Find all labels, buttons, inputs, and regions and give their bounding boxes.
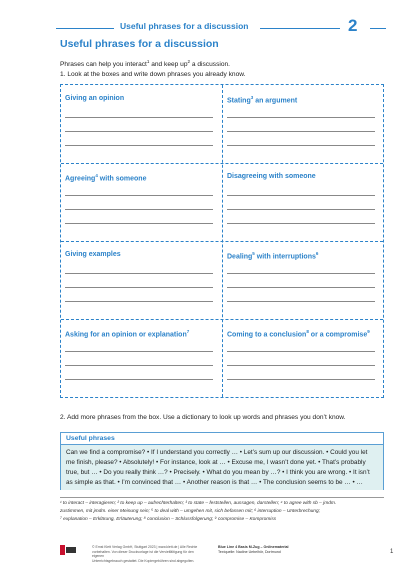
footnote-line: ¹ to interact – interagieren; ² to keep up – aufrechterhalten; ³ to state – feststellen, aussagen, darstellen; ⁴ to agree with sb – jmdm. [60,501,337,506]
box-giving-opinion [61,85,222,163]
box-title: Stating$^3$ an argument [227,95,298,105]
copyright-notice [92,545,202,563]
header-rule-left [56,28,114,29]
box-title: Agreeing$^4$ with someone [65,173,147,183]
box-agreeing [61,163,222,241]
footnote-line: ⁷ explanation – Erklärung, Erläuterung; ⁸ conclusion – Schlussfolgerung; ⁹ compromise – Kompromiss [60,517,277,522]
meta-line: Blue Line 4 Basis M-Zug – Onlinematerial [218,545,289,549]
phrase-boxes-grid [60,84,384,398]
write-line[interactable] [227,131,375,132]
header-title: Useful phrases for a discussion [120,21,249,31]
write-line[interactable] [65,365,213,366]
write-line[interactable] [65,287,213,288]
phrase-line: Can we find a compromise? • If I understand you correctly … • Let’s sum up our discussion. • Could you let [66,449,368,456]
klett-logo-icon [60,545,76,555]
write-line[interactable] [227,195,375,196]
copyright-line: © Ernst Klett Verlag GmbH, Stuttgart 2023 | www.klett.de | Alle Rechte [92,545,198,549]
page-title: Useful phrases for a discussion [60,38,219,50]
write-line[interactable] [65,273,213,274]
useful-phrases-title: Useful phrases [61,433,383,445]
phrase-line: as simple as that. • I’m convinced that … • Another reason is that … • The conclusion seems to be … • … [66,479,363,486]
box-coming-to-conclusion [223,319,384,397]
footnote-line: zustimmen, mit jmdm. einer Meinung sein; ⁵ to deal with – umgehen mit, sich befassen mit; ⁶ interruption – Unterbrechung; [60,509,320,514]
write-line[interactable] [65,301,213,302]
write-line[interactable] [65,379,213,380]
publication-meta [218,545,289,555]
top-header-bar [0,18,416,38]
box-title: Giving an opinion [65,95,125,102]
write-line[interactable] [227,351,375,352]
write-line[interactable] [227,365,375,366]
box-dealing-interruptions [223,241,384,319]
box-asking-opinion [61,319,222,397]
copyright-line: vorbehalten. Von dieser Druckvorlage ist die Vervielfältigung für den eigenen [92,549,194,559]
write-line[interactable] [227,223,375,224]
meta-line: Textquelle: Nadine Uebelhör, Dortmund [218,550,281,554]
box-disagreeing [223,163,384,241]
write-line[interactable] [65,145,213,146]
write-line[interactable] [65,195,213,196]
header-rule-middle [260,28,340,29]
useful-phrases-box [60,432,384,490]
box-title: Giving examples [65,251,121,258]
footer-page-number: 1 [390,549,394,555]
header-page-number: 2 [348,16,358,35]
write-line[interactable] [227,117,375,118]
intro-sentence: Phrases can help you interact$^1$ and keep $up^2$ a discussion. [60,59,230,69]
task-1-instruction: 1. Look at the boxes and write down phrases you already know. [60,70,246,78]
box-title: Dealing$^5$ with interruptions$^6$ [227,251,319,261]
write-line[interactable] [227,379,375,380]
write-line[interactable] [65,117,213,118]
write-line[interactable] [65,131,213,132]
write-line[interactable] [65,209,213,210]
header-rule-right [370,28,386,29]
phrase-line: true, but … • Do you really think …? • Precisely. • What do you mean by …? • I think you are wrong. • It isn’t [66,469,370,476]
useful-phrases-body [61,445,383,490]
write-line[interactable] [65,351,213,352]
footnotes [60,497,384,524]
intro-text [60,57,245,79]
phrase-line: me finish, please? • Absolutely! • For instance, look at … • Excuse me, I wasn’t done yet. • That’s probably [66,459,366,466]
write-line[interactable] [227,301,375,302]
box-stating-argument [223,85,384,163]
copyright-line: Unterrichtsgebrauch gestattet. Die Kopiergebühren sind abgegolten. [92,558,195,563]
write-line[interactable] [227,287,375,288]
write-line[interactable] [227,145,375,146]
write-line[interactable] [65,223,213,224]
write-line[interactable] [227,209,375,210]
write-line[interactable] [227,273,375,274]
box-giving-examples [61,241,222,319]
box-title: Disagreeing with someone [227,173,316,180]
box-title: Coming to a conclusion$^8$ or a compromise$^9$ [227,329,370,339]
box-title: Asking for an opinion or explanation$^7$ [65,329,190,339]
task-2-instruction: 2. Add more phrases from the box. Use a dictionary to look up words and phrases you don’t know. [60,414,346,421]
